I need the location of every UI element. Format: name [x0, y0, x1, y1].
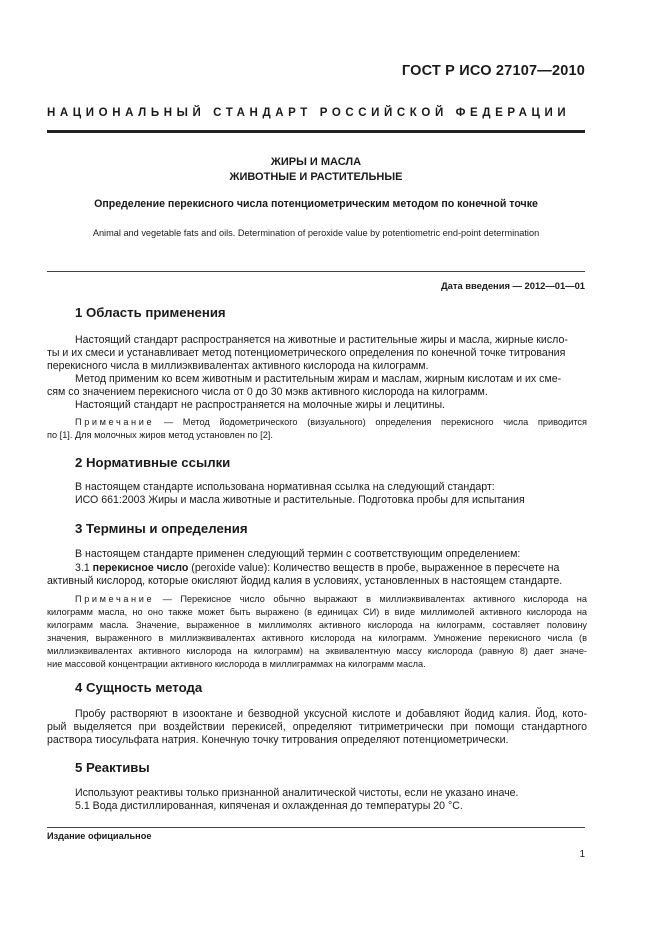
title-rule — [47, 271, 585, 272]
s3-note-line5: миллиэквивалентах активного кислорода на килограмм) на эквивалентную массу кислорода (равную 8) дает значе- — [47, 646, 587, 656]
section-2-heading: 2 Нормативные ссылки — [75, 455, 231, 470]
s1-p1-line2: ты и их смеси и устанавливает метод потенциометрического определения по конечной точке титрования — [47, 347, 566, 359]
s1-p1-line3: перекисного числа в миллиэквивалентах активного кислорода на килограмм. — [47, 360, 429, 372]
s3-note-line3: килограмм масла. Значение, выраженное в миллимолях активного кислорода на килограмм, составляет половину — [47, 620, 587, 630]
term-definition-start: (peroxide value): Количество веществ в пробе, выраженное в пересчете на — [188, 562, 560, 574]
s3-note-line1 — [47, 593, 587, 606]
national-standard-banner: НАЦИОНАЛЬНЫЙ СТАНДАРТ РОССИЙСКОЙ ФЕДЕРАЦИИ — [47, 107, 571, 119]
official-edition-label: Издание официальное — [47, 831, 152, 841]
s1-note-line1 — [47, 416, 587, 429]
section-1-heading: 1 Область применения — [75, 305, 226, 320]
s5-p1: Используют реактивы только признанной аналитической чистоты, если не указано иначе. — [75, 787, 519, 799]
s3-note-line6: ние массовой концентрации активного кислорода в миллиграммах на килограмм масла. — [47, 659, 426, 669]
term-number: 3.1 — [75, 562, 93, 574]
s5-p2: 5.1 Вода дистиллированная, кипяченая и охлажденная до температуры 20 °С. — [75, 800, 463, 812]
term-name: перекисное число — [92, 562, 189, 574]
s3-note-line2: килограмм масла, но оно также может быть выражено (в единицах СИ) в виде миллимолей активного кислорода на — [47, 607, 587, 617]
s3-term-line2: активный кислород, которые окисляют йодид калия в условиях, установленных в настоящем стандарте. — [47, 575, 563, 587]
s3-note-line4: значения, выраженного в миллиэквивалентах активного кислорода на килограмм. Умножение перекисного числа (в — [47, 633, 587, 643]
s1-p2-line1: Метод применим ко всем животным и растительным жирам и маслам, жирным кислотам и их сме- — [75, 373, 562, 385]
s4-line3: раствора тиосульфата натрия. Конечную точку титрования определяют потенциометрически. — [47, 734, 509, 746]
footer-rule — [47, 827, 585, 828]
section-3-heading: 3 Термины и определения — [75, 521, 248, 536]
s3-term-line1 — [47, 562, 587, 575]
page-number: 1 — [579, 849, 585, 860]
s4-line2: рый выделяется при воздействии перекисей, определяют титриметрически при помощи стандартного — [47, 721, 587, 733]
title-subtitle: Определение перекисного числа потенциометрическим методом по конечной точке — [94, 198, 538, 210]
english-title: Animal and vegetable fats and oils. Determination of peroxide value by potentiometric end-point determination — [92, 228, 540, 238]
header-rule — [47, 130, 585, 133]
s1-p3: Настоящий стандарт не распространяется на молочные жиры и лецитины. — [75, 399, 446, 411]
s3-p1: В настоящем стандарте применен следующий термин с соответствующим определением: — [75, 548, 521, 560]
title-line-2: ЖИВОТНЫЕ И РАСТИТЕЛЬНЫЕ — [229, 171, 403, 183]
section-4-heading: 4 Сущность метода — [75, 680, 203, 695]
note-text: — Метод йодометрического (визуального) определения перекисного числа приводится — [154, 417, 587, 427]
s1-p1-line1: Настоящий стандарт распространяется на животные и растительные жиры и масла, жирные кисло- — [75, 334, 568, 346]
intro-date: Дата введения — 2012—01—01 — [440, 280, 585, 291]
s1-note-line2: по [1]. Для молочных жиров метод установлен по [2]. — [47, 430, 273, 440]
s2-p2: ИСО 661:2003 Жиры и масла животные и растительные. Подготовка пробы для испытания — [75, 494, 525, 506]
s4-line1: Пробу растворяют в изооктане и безводной уксусной кислоте и добавляют йодид калия. Йод, кото- — [75, 708, 587, 720]
s2-p1: В настоящем стандарте использована нормативная ссылка на следующий стандарт: — [75, 481, 495, 493]
standard-code: ГОСТ Р ИСО 27107—2010 — [401, 63, 585, 79]
s1-p2-line2: сям со значением перекисного числа от 0 до 30 мэкв активного кислорода на килограмм. — [47, 386, 488, 398]
note-label: Примечание — [75, 594, 155, 604]
note-text: — Перекисное число обычно выражают в миллиэквивалентах активного кислорода на — [154, 594, 587, 604]
section-5-heading: 5 Реактивы — [75, 760, 150, 775]
title-line-1: ЖИРЫ И МАСЛА — [270, 156, 362, 168]
note-label: Примечание — [75, 417, 155, 427]
